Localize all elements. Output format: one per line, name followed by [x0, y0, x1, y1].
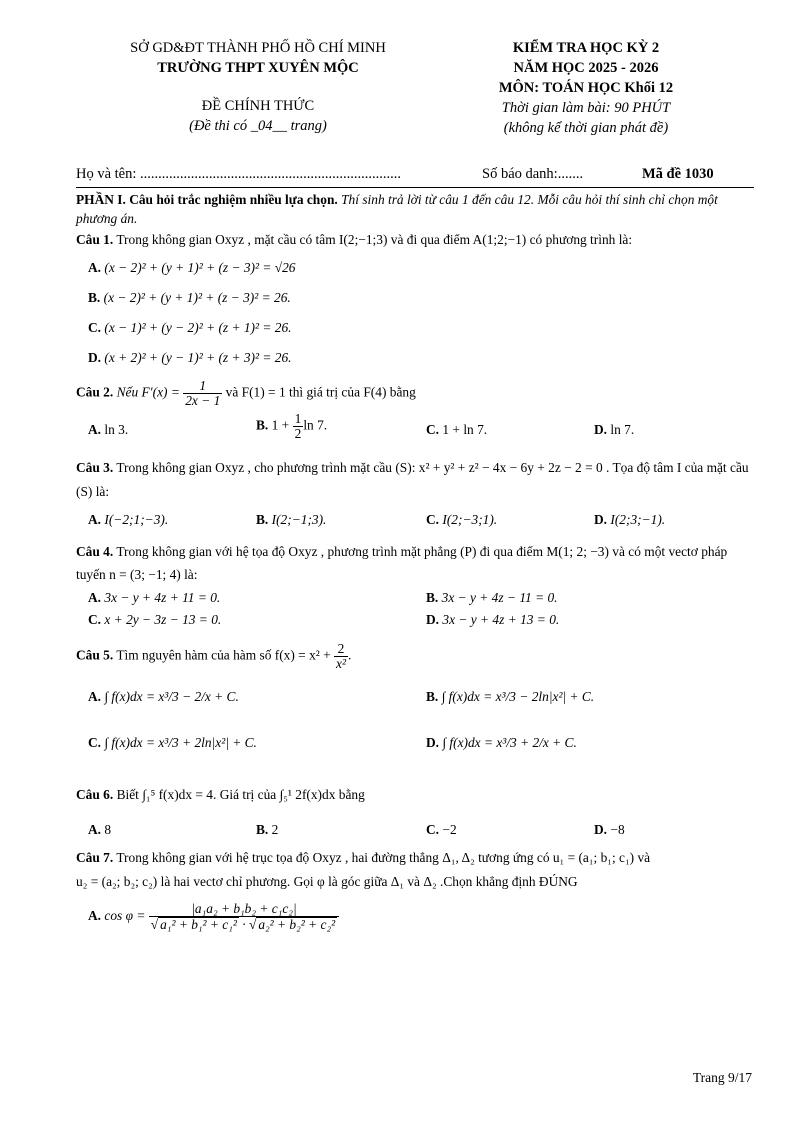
question-4-label: Câu 4. — [76, 544, 114, 559]
q4-options-row2 — [76, 608, 754, 630]
time-note: (không kể thời gian phát đề) — [503, 120, 669, 136]
school-year: NĂM HỌC 2025 - 2026 — [513, 60, 659, 76]
question-6-label: Câu 6. — [76, 787, 114, 802]
question-7-text-2: u₂ = (a₂; b₂; c₂) là hai vectơ chỉ phương. Gọi φ là góc giữa Δ₁ và Δ₂ .Chọn khẳng định ĐÚNG — [76, 874, 578, 889]
q4-option-a[interactable]: A. 3x − y + 4z + 11 = 0. — [88, 590, 221, 605]
question-7-label: Câu 7. — [76, 850, 114, 865]
question-1 — [76, 230, 754, 249]
q5-option-a[interactable]: A. ∫ f(x)dx = x³/3 − 2/x + C. — [88, 689, 239, 704]
q4-options-row1 — [76, 586, 754, 608]
header-right — [468, 38, 704, 138]
q3-options — [76, 504, 754, 534]
question-7-cont — [76, 870, 754, 894]
time-limit: Thời gian làm bài: 90 PHÚT — [501, 100, 671, 116]
student-name-field: Họ và tên: ........................................................................ — [76, 166, 402, 182]
subject: MÔN: TOÁN HỌC Khối 12 — [498, 80, 674, 96]
q6-option-d[interactable]: D. −8 — [594, 822, 625, 837]
question-2-label: Câu 2. — [76, 384, 114, 400]
q7-option-a[interactable]: A. cos φ = $\frac{\text{|a₁a₂ + b₁b₂ + c₁c₂|}}{\text{√ a₁² + b₁² + c₁² · √ a₂² + b₂² + c₂²}}$ — [76, 894, 754, 948]
exam-body — [76, 190, 754, 948]
question-2: Câu 2. Nếu F′(x) = $\frac{1}{2x - 1}$ và F(1) = 1 thì giá trị của F(4) bằng — [76, 378, 416, 408]
question-3-label: Câu 3. — [76, 460, 114, 475]
header-left — [78, 38, 438, 136]
q3-option-d[interactable]: D. I(2;3;−1). — [594, 512, 666, 527]
q3-option-a[interactable]: A. I(−2;1;−3). — [88, 512, 169, 527]
part1-instructions: Thí sinh trả lời từ câu 1 đến câu 12. Mỗi câu hỏi thí sinh chỉ chọn một phương án. — [76, 192, 718, 226]
q2-option-b[interactable]: B. 1 + $\frac{1}{2}$ ln 7. — [256, 411, 328, 441]
question-3 — [76, 456, 754, 504]
question-7-text-1: Trong không gian với hệ trục tọa độ Oxyz , hai đường thẳng Δ₁, Δ₂ tương ứng có u₁ = (a₁; b₁; c₁) và — [116, 850, 651, 865]
q6-option-b[interactable]: B. 2 — [256, 822, 279, 837]
official-label: ĐỀ CHÍNH THỨC — [201, 98, 315, 114]
q1-option-a[interactable]: A. (x − 2)² + (y + 1)² + (z − 3)² = √26 — [88, 260, 296, 275]
q4-option-c[interactable]: C. x + 2y − 3z − 13 = 0. — [88, 612, 222, 627]
student-info-row — [76, 166, 754, 186]
q1-option-b[interactable]: B. (x − 2)² + (y + 1)² + (z − 3)² = 26. — [88, 290, 291, 305]
q5-options-row1 — [76, 671, 754, 717]
q5-option-b[interactable]: B. ∫ f(x)dx = x³/3 − 2ln|x²| + C. — [426, 689, 595, 704]
question-1-label: Câu 1. — [76, 232, 114, 247]
q5-option-c[interactable]: C. ∫ f(x)dx = x³/3 + 2ln|x²| + C. — [88, 735, 257, 750]
exam-title: KIỂM TRA HỌC KỲ 2 — [512, 40, 660, 56]
question-5: Câu 5. Tìm nguyên hàm của hàm số f(x) = x² + $\frac{2}{\text{x²}}$ . — [76, 641, 352, 671]
question-5-label: Câu 5. — [76, 647, 114, 663]
page-number: Trang 9/17 — [692, 1070, 752, 1085]
pages-note: (Đề thi có _04__ trang) — [189, 118, 327, 134]
q6-options — [76, 804, 754, 840]
part1-title: PHẦN I. Câu hỏi trắc nghiệm nhiều lựa chọn. — [76, 192, 338, 207]
question-6-text: Biết ∫₁⁵ f(x)dx = 4. Giá trị của ∫₅¹ 2f(x)dx bằng — [116, 787, 365, 802]
q1-option-d[interactable]: D. (x + 2)² + (y − 1)² + (z + 3)² = 26. — [88, 350, 292, 365]
q2-option-d[interactable]: D. ln 7. — [594, 422, 635, 437]
q2-option-c[interactable]: C. 1 + ln 7. — [426, 422, 488, 437]
q7-a-fraction: $\frac{\text{|a₁a₂ + b₁b₂ + c₁c₂|}}{\text{√ a₁² + b₁² + c₁² · √ a₂² + b₂² + c₂²}}$ — [149, 902, 339, 932]
question-4 — [76, 540, 754, 586]
part1-heading — [76, 190, 754, 228]
q4-option-d[interactable]: D. 3x − y + 4z + 13 = 0. — [426, 612, 560, 627]
student-id-field: Số báo danh:....... — [482, 166, 584, 182]
q3-option-c[interactable]: C. I(2;−3;1). — [426, 512, 498, 527]
exam-code: Mã đề 1030 — [642, 166, 714, 182]
question-1-text: Trong không gian Oxyz , mặt cầu có tâm I(2;−1;3) và đi qua điểm A(1;2;−1) có phương trình là: — [116, 232, 633, 247]
q2-fraction: $\frac{1}{2x - 1}$ — [185, 378, 221, 408]
q1-option-c[interactable]: C. (x − 1)² + (y − 2)² + (z + 1)² = 26. — [88, 320, 292, 335]
header-divider — [76, 187, 754, 188]
q3-option-b[interactable]: B. I(2;−1;3). — [256, 512, 327, 527]
q4-option-b[interactable]: B. 3x − y + 4z − 11 = 0. — [426, 590, 558, 605]
q2-options — [76, 408, 754, 448]
school-name: TRƯỜNG THPT XUYÊN MỘC — [157, 60, 359, 76]
question-4-text: Trong không gian với hệ tọa độ Oxyz , phương trình mặt phẳng (P) đi qua điểm M(1; 2; −3) và có một vectơ pháp tuyến n = (3; −1; 4) là: — [76, 544, 728, 582]
q6-option-c[interactable]: C. −2 — [426, 822, 457, 837]
q5-option-d[interactable]: D. ∫ f(x)dx = x³/3 + 2/x + C. — [426, 735, 577, 750]
q2-option-a[interactable]: A. ln 3. — [88, 422, 129, 437]
q6-option-a[interactable]: A. 8 — [88, 822, 112, 837]
question-7 — [76, 846, 754, 870]
q5-options-row2 — [76, 717, 754, 763]
department: SỞ GD&ĐT THÀNH PHỐ HỒ CHÍ MINH — [130, 40, 386, 56]
question-6 — [76, 785, 754, 804]
question-3-text: Trong không gian Oxyz , cho phương trình mặt cầu (S): x² + y² + z² − 4x − 6y + 2z − 2 = 0 . Tọa độ tâm I của mặt cầu (S) là: — [76, 460, 749, 499]
q5-fraction: $\frac{2}{\text{x²}}$ — [336, 641, 347, 671]
